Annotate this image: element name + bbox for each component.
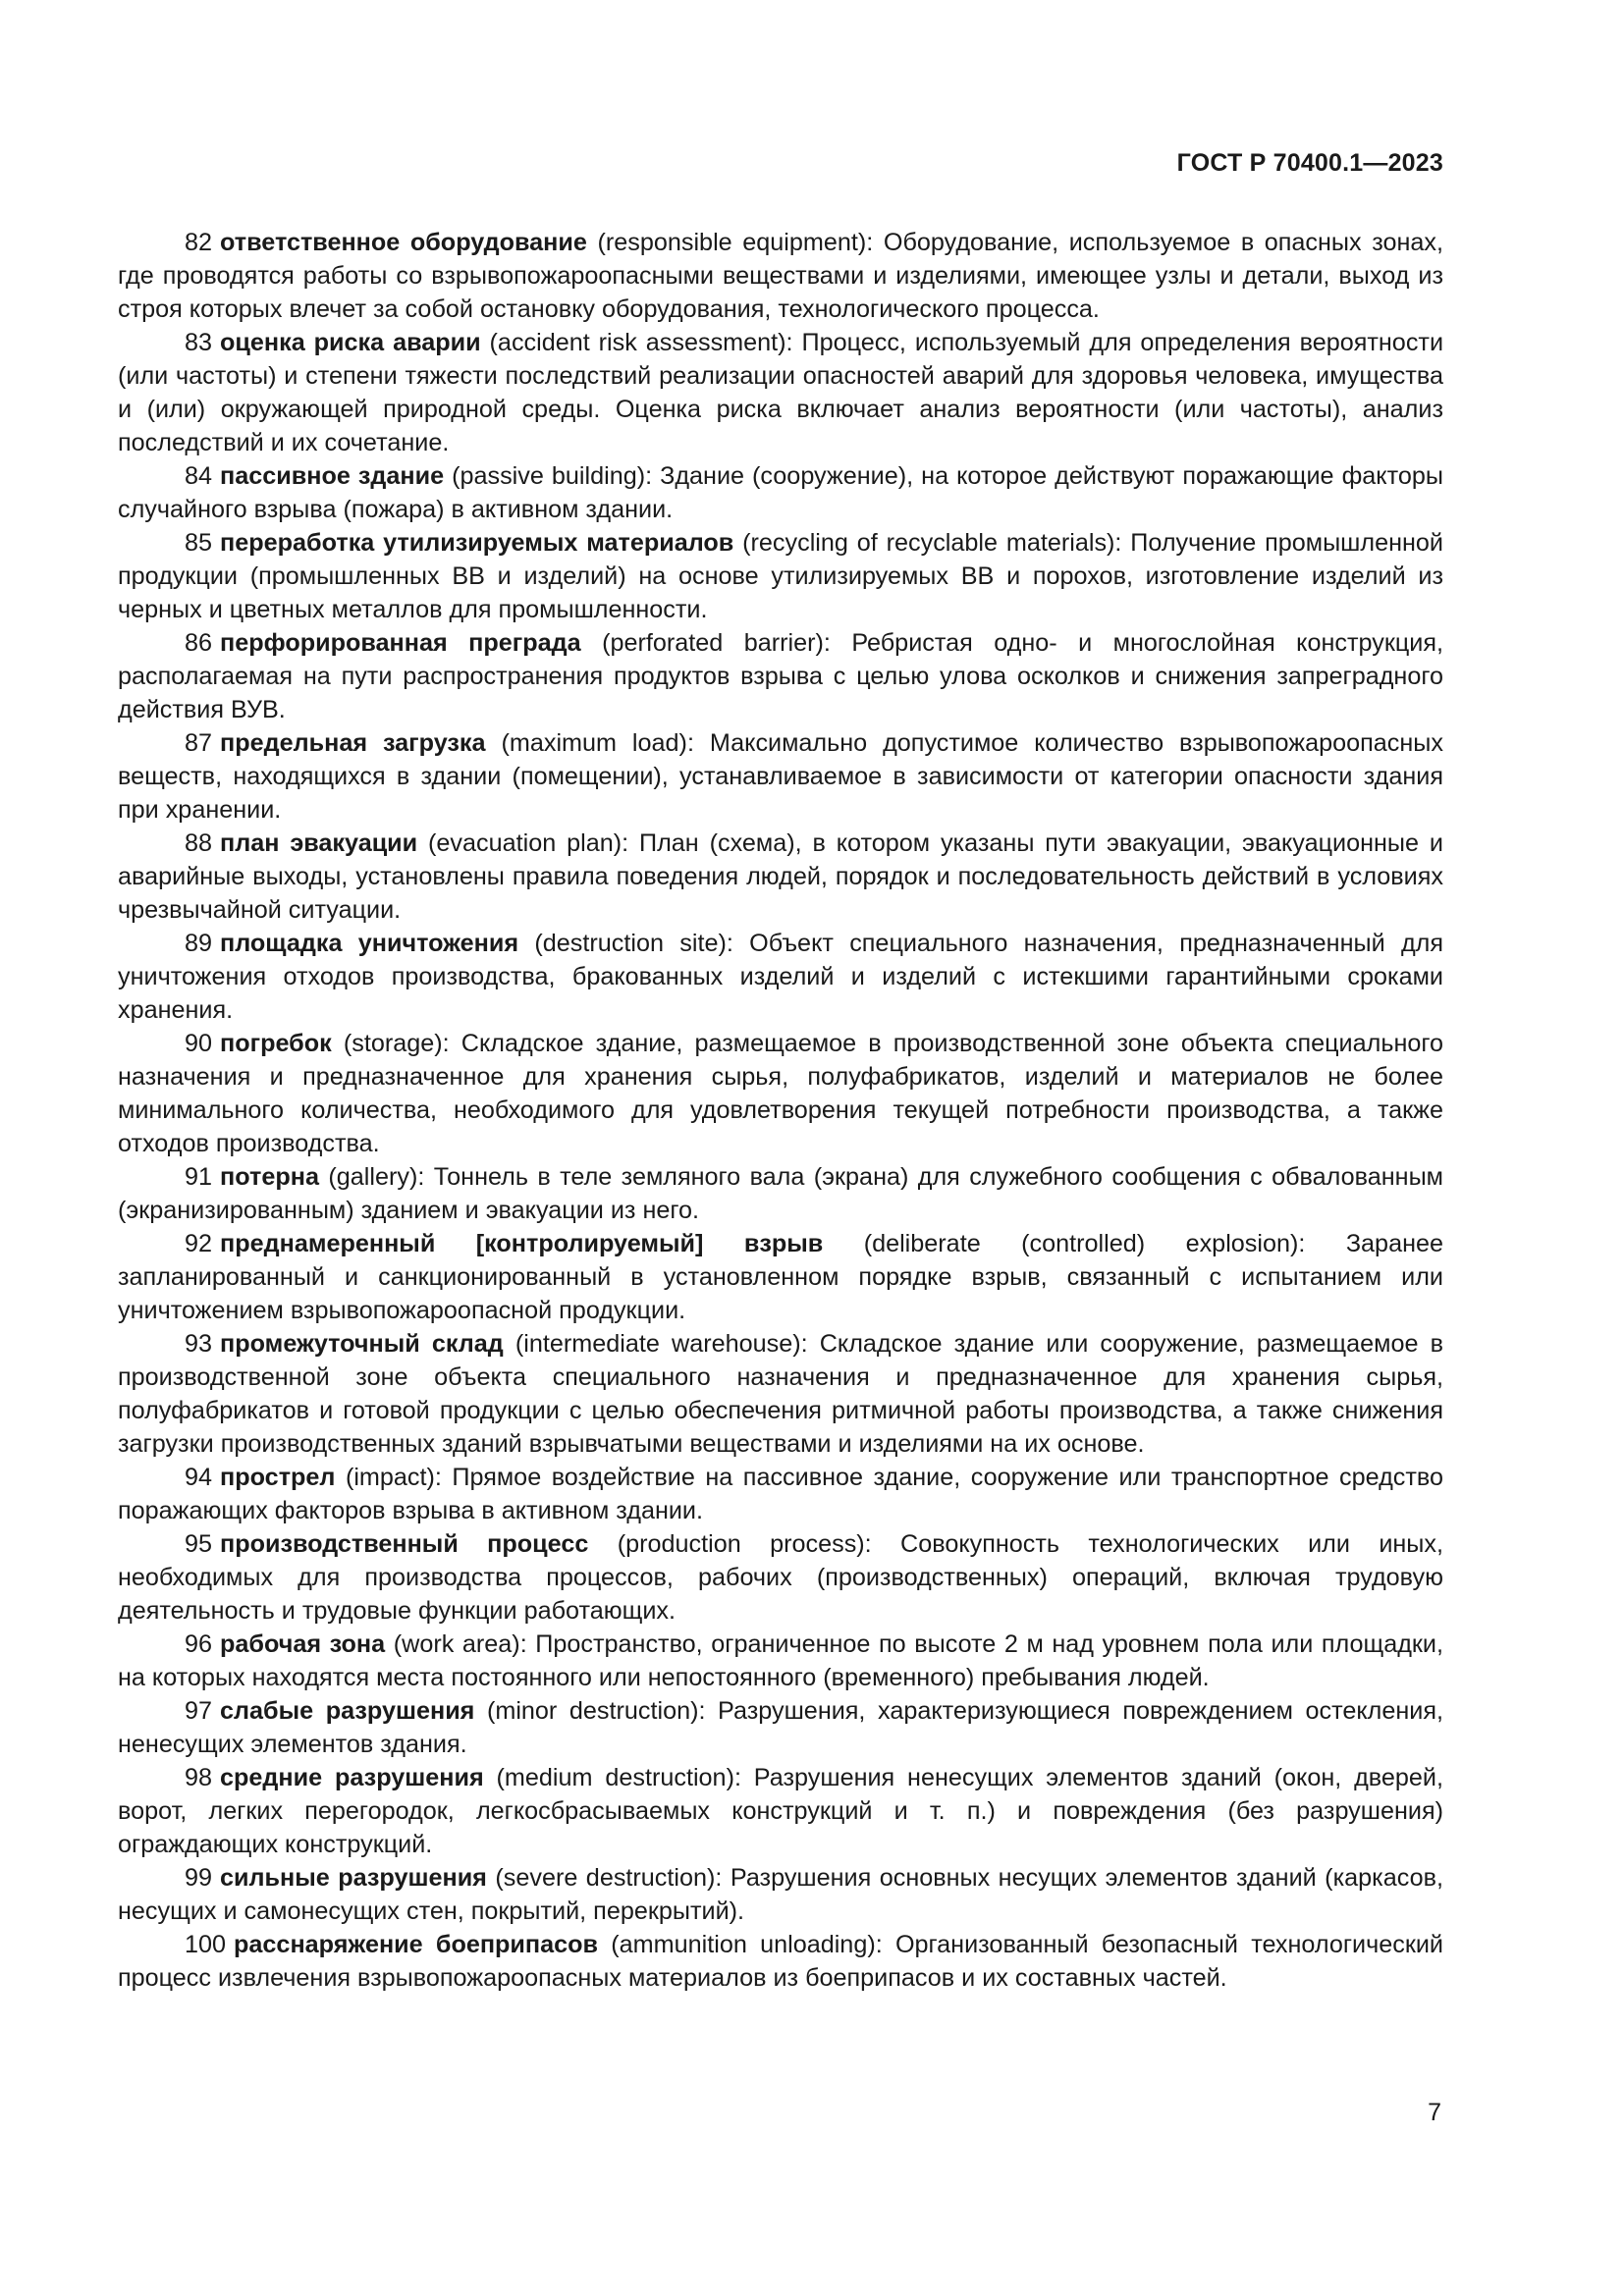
entry-number: 91 — [185, 1163, 213, 1191]
entry-number: 89 — [185, 930, 213, 957]
entry-term: средние разрушения — [220, 1764, 484, 1791]
entry-definition: (recycling of recyclable materials): Получение промышленной продукции (промышленных ВВ и изделий) на основе утилизируемых ВВ и порохов, изготовление изделий из черных и цветных металлов для промышленности. — [118, 529, 1443, 623]
entry-term: площадка уничтожения — [220, 930, 519, 957]
entry-definition: (perforated barrier): Ребристая одно- и многослойная конструкция, располагаемая на пути распространения продуктов взрыва с целью улова осколков и снижения запреградного действия ВУВ. — [118, 629, 1443, 723]
entry-number: 94 — [185, 1464, 213, 1491]
entry-term: потерна — [220, 1163, 319, 1191]
entry-term: пассивное здание — [220, 462, 445, 490]
term-entry — [118, 626, 1443, 726]
entry-term: расснаряжение боеприпасов — [234, 1931, 599, 1958]
term-entry — [118, 1327, 1443, 1461]
term-entry — [118, 726, 1443, 827]
entry-number: 92 — [185, 1230, 213, 1257]
entry-definition: (storage): Складское здание, размещаемое в производственной зоне объекта специального назначения и предназначенное для хранения сырья, полуфабрикатов, изделий и материалов не более минимального количества, необходимого для удовлетворения текущей потребности производства, а также отходов производства. — [118, 1030, 1444, 1157]
term-entry — [118, 1761, 1443, 1861]
entry-term: переработка утилизируемых материалов — [220, 529, 734, 557]
entry-number: 100 — [185, 1931, 227, 1958]
term-entry — [118, 326, 1443, 459]
page-number: 7 — [1428, 2099, 1441, 2126]
entry-term: ответственное оборудование — [220, 229, 587, 256]
entry-number: 83 — [185, 329, 213, 356]
entry-term: перфорированная преграда — [220, 629, 581, 657]
term-entry — [118, 1027, 1443, 1160]
term-entry — [118, 827, 1443, 927]
entry-definition: (intermediate warehouse): Складское здание или сооружение, размещаемое в производственной зоне объекта специального назначения и предназначенное для хранения сырья, полуфабрикатов и готовой продукции с целью обеспечения ритмичной работы производства, а также снижения загрузки производственных зданий взрывчатыми веществами и изделиями на их основе. — [118, 1330, 1443, 1458]
entry-definition: (responsible equipment): Оборудование, используемое в опасных зонах, где проводятся работы со взрывопожароопасными веществами и изделиями, имеющее узлы и детали, выход из строя которых влечет за собой остановку оборудования, технологического процесса. — [118, 229, 1444, 323]
term-entry — [118, 1227, 1443, 1327]
entry-number: 86 — [185, 629, 213, 657]
entry-term: преднамеренный [контролируемый] взрыв — [220, 1230, 824, 1257]
entry-definition: (passive building): Здание (сооружение), на которое действуют поражающие факторы случайного взрыва (пожара) в активном здании. — [118, 462, 1443, 523]
entry-number: 96 — [185, 1630, 213, 1658]
entry-term: производственный процесс — [220, 1530, 589, 1558]
entry-term: предельная загрузка — [220, 729, 486, 757]
entry-number: 85 — [185, 529, 213, 557]
entry-term: рабочая зона — [220, 1630, 386, 1658]
entry-number: 84 — [185, 462, 213, 490]
entry-definition: (maximum load): Максимально допустимое количество взрывопожароопасных веществ, находящихся в здании (помещении), устанавливаемое в зависимости от категории опасности здания при хранении. — [118, 729, 1444, 824]
entry-definition: (accident risk assessment): Процесс, используемый для определения вероятности (или частоты) и степени тяжести последствий реализации опасностей аварий для здоровья человека, имущества и (или) окружающей природной среды. Оценка риска включает анализ вероятности (или частоты), анализ последствий и их сочетание. — [118, 329, 1444, 456]
entry-definition: (medium destruction): Разрушения ненесущих элементов зданий (окон, дверей, ворот, легких перегородок, легкосбрасываемых конструкций и т. п.) и повреждения (без разрушения) ограждающих конструкций. — [118, 1764, 1443, 1858]
entry-term: погребок — [220, 1030, 332, 1057]
entry-term: промежуточный склад — [220, 1330, 504, 1358]
entry-number: 87 — [185, 729, 213, 757]
entry-term: оценка риска аварии — [220, 329, 481, 356]
entry-definition: (work area): Пространство, ограниченное по высоте 2 м над уровнем пола или площадки, на которых находятся места постоянного или непостоянного (временного) пребывания людей. — [118, 1630, 1444, 1691]
entry-term: прострел — [220, 1464, 336, 1491]
term-entry — [118, 1694, 1443, 1761]
entry-definition: (evacuation plan): План (схема), в котором указаны пути эвакуации, эвакуационные и аварийные выходы, установлены правила поведения людей, порядок и последовательность действий в условиях чрезвычайной ситуации. — [118, 829, 1443, 924]
entry-definition: (minor destruction): Разрушения, характеризующиеся повреждением остекления, ненесущих элементов здания. — [118, 1697, 1444, 1758]
term-entry — [118, 1928, 1443, 1995]
entry-number: 90 — [185, 1030, 213, 1057]
entry-definition: (ammunition unloading): Организованный безопасный технологический процесс извлечения взрывопожароопасных материалов из боеприпасов и их составных частей. — [118, 1931, 1443, 1992]
entry-definition: (destruction site): Объект специального назначения, предназначенный для уничтожения отходов производства, бракованных изделий и изделий с истекшими гарантийными сроками хранения. — [118, 930, 1443, 1024]
entry-term: слабые разрушения — [220, 1697, 475, 1725]
term-entry — [118, 1861, 1443, 1928]
terms-list — [118, 226, 1443, 1995]
entry-definition: (gallery): Тоннель в теле земляного вала (экрана) для служебного сообщения с обвалованным (экранизированным) зданием и эвакуации из него. — [118, 1163, 1443, 1224]
entry-number: 99 — [185, 1864, 213, 1892]
term-entry — [118, 226, 1443, 326]
term-entry — [118, 927, 1443, 1027]
term-entry — [118, 1628, 1443, 1694]
entry-number: 82 — [185, 229, 213, 256]
term-entry — [118, 526, 1443, 626]
entry-definition: (severe destruction): Разрушения основных несущих элементов зданий (каркасов, несущих и самонесущих стен, покрытий, перекрытий). — [118, 1864, 1444, 1925]
term-entry — [118, 1461, 1443, 1527]
entry-number: 88 — [185, 829, 213, 857]
entry-term: план эвакуации — [220, 829, 418, 857]
entry-definition: (production process): Совокупность технологических или иных, необходимых для производства процессов, рабочих (производственных) операций, включая трудовую деятельность и трудовые функции работающих. — [118, 1530, 1443, 1625]
entry-number: 93 — [185, 1330, 213, 1358]
entry-number: 98 — [185, 1764, 213, 1791]
entry-number: 97 — [185, 1697, 213, 1725]
entry-number: 95 — [185, 1530, 213, 1558]
term-entry — [118, 459, 1443, 526]
term-entry — [118, 1160, 1443, 1227]
term-entry — [118, 1527, 1443, 1628]
entry-term: сильные разрушения — [220, 1864, 487, 1892]
standard-code-header: ГОСТ Р 70400.1—2023 — [1176, 149, 1443, 177]
entry-definition: (deliberate (controlled) explosion): Заранее запланированный и санкционированный в установленном порядке взрыв, связанный с испытанием или уничтожением взрывопожароопасной продукции. — [118, 1230, 1444, 1324]
entry-definition: (impact): Прямое воздействие на пассивное здание, сооружение или транспортное средство поражающих факторов взрыва в активном здании. — [118, 1464, 1443, 1524]
